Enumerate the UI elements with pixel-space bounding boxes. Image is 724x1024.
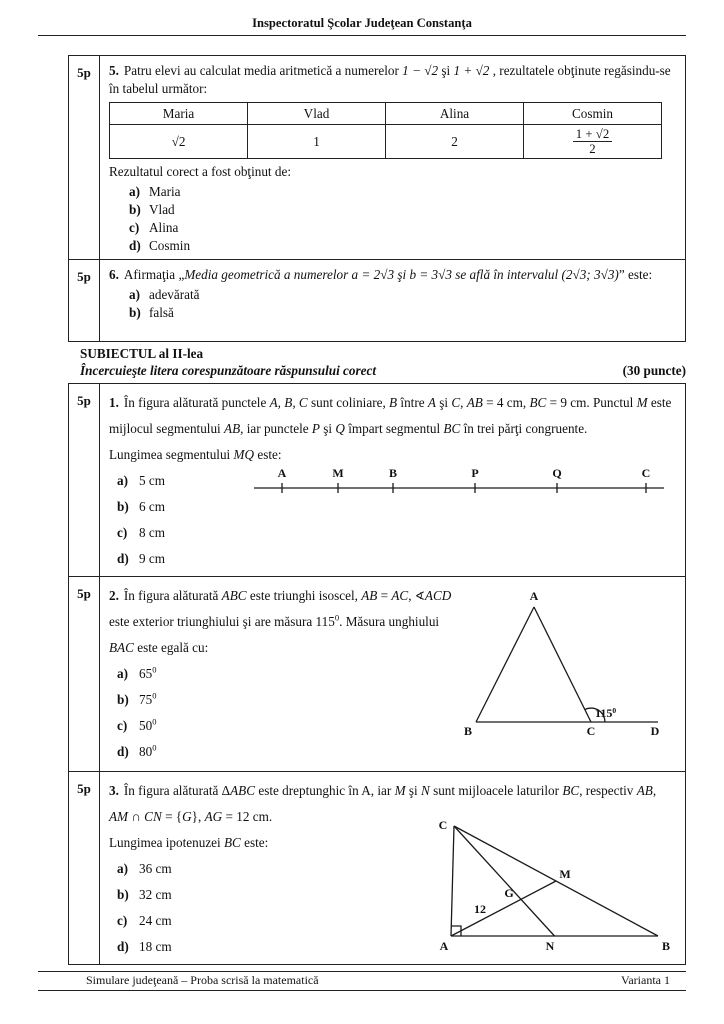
results-header-cell: Alina — [386, 103, 524, 125]
text-segment: ABC — [221, 588, 247, 603]
text-segment: , — [652, 783, 657, 798]
text-segment: este dreptunghic în A, iar — [255, 783, 395, 798]
points-cell: 5p — [69, 577, 100, 771]
option-text: 50 — [139, 718, 153, 733]
results-table — [109, 102, 662, 159]
page-header-title: Inspectoratul Şcolar Judeţean Constanţa — [38, 16, 686, 36]
text-segment: AB — [466, 395, 483, 410]
point-label-p: P — [471, 466, 479, 480]
option-letter: c) — [117, 718, 128, 733]
results-value-cell: √2 — [110, 125, 248, 159]
vertex-label-c: C — [438, 818, 448, 832]
text-segment: Lungimea segmentului — [109, 447, 234, 462]
text-segment: între — [397, 395, 428, 410]
option-text: falsă — [149, 305, 174, 320]
text-segment: Media geometrică a numerelor a = 2√3 şi b = 3√3 se află în intervalul (2√3; 3√3) — [184, 267, 619, 282]
option-letter: b) — [117, 692, 129, 707]
point-label-a: A — [277, 466, 287, 480]
question-intro — [109, 588, 451, 655]
vertex-label-c: C — [586, 724, 596, 738]
text-segment: şi — [438, 63, 454, 78]
question-text — [109, 266, 675, 284]
option-text: Cosmin — [149, 238, 191, 253]
page-footer — [38, 971, 686, 991]
centroid-label-g: G — [504, 886, 514, 900]
q5-options — [129, 183, 675, 255]
option-degree-sup: 0 — [152, 690, 157, 701]
text-segment: este: — [254, 447, 282, 462]
option-text: 18 cm — [139, 939, 172, 954]
text-segment: este egală cu: — [133, 640, 209, 655]
option-text: 80 — [139, 744, 153, 759]
text-segment: N — [420, 783, 430, 798]
text-segment: BC — [224, 835, 241, 850]
option-letter: c) — [117, 525, 128, 540]
footer-left-text: Simulare judeţeană – Proba scrisă la matematică — [86, 973, 319, 987]
exam-table-part1 — [68, 55, 686, 342]
text-segment: = — [377, 588, 392, 603]
text-segment: }, — [191, 809, 205, 824]
question-ask — [109, 835, 268, 850]
text-segment: 0 — [334, 612, 340, 623]
question-3-content — [100, 772, 685, 964]
answer-option — [117, 546, 675, 572]
question-intro — [109, 63, 671, 96]
text-segment: A, B, C — [269, 395, 308, 410]
vertex-label-d: D — [650, 724, 660, 738]
question-intro — [109, 395, 671, 436]
option-text: 8 cm — [139, 525, 166, 540]
text-segment: BC — [529, 395, 547, 410]
option-text: 75 — [139, 692, 153, 707]
text-segment: = 12 cm. — [222, 809, 273, 824]
question-number: 5. — [109, 63, 119, 78]
text-segment: AG — [204, 809, 223, 824]
point-label-m: M — [332, 466, 344, 480]
text-segment: , — [408, 588, 415, 603]
text-segment: este: — [240, 835, 269, 850]
option-letter: b) — [117, 887, 129, 902]
text-segment: În figura alăturată Δ — [123, 783, 231, 798]
question-5-row — [69, 56, 685, 259]
option-text: 5 cm — [139, 473, 166, 488]
option-text: 36 cm — [139, 861, 172, 876]
vertex-label-a: A — [529, 589, 539, 603]
text-segment: , respectiv — [579, 783, 637, 798]
section-points: (30 puncte) — [622, 363, 686, 378]
option-letter: d) — [129, 238, 141, 253]
text-segment: B — [389, 395, 398, 410]
text-segment: Q — [335, 421, 345, 436]
text-segment: este mijlocul segmentului — [109, 395, 672, 436]
vertex-label-b: B — [661, 939, 671, 953]
text-segment: MQ — [233, 447, 255, 462]
text-segment: = 9 cm. Punctul — [546, 395, 637, 410]
option-letter: b) — [129, 202, 141, 217]
text-segment: ∢ — [414, 589, 425, 603]
text-segment: şi — [435, 395, 452, 410]
length-label-12: 12 — [474, 902, 486, 916]
option-text: Vlad — [149, 202, 175, 217]
option-letter: d) — [117, 744, 129, 759]
text-segment: în trei părţi congruente. — [460, 421, 588, 436]
option-text: 65 — [139, 666, 153, 681]
question-text — [109, 390, 675, 442]
option-text: Alina — [149, 220, 179, 235]
option-degree-sup: 0 — [152, 664, 157, 675]
point-label-c: C — [641, 466, 651, 480]
text-segment: BC — [562, 783, 580, 798]
text-segment: BAC — [109, 640, 134, 655]
text-segment: ACD — [424, 588, 452, 603]
answer-option — [129, 237, 675, 255]
text-segment: , iar punctele — [240, 421, 312, 436]
text-segment: , rezultatele obţinute regăsindu-se în tabelul următor: — [109, 63, 671, 96]
question-number: 6. — [109, 267, 119, 282]
text-segment: = { — [161, 809, 183, 824]
point-label-q: Q — [552, 466, 562, 480]
question-6-content — [100, 260, 685, 341]
section-heading — [80, 345, 686, 379]
text-segment: , — [460, 395, 467, 410]
text-segment: ABC — [230, 783, 256, 798]
answer-option — [117, 520, 675, 546]
text-segment: CN — [144, 809, 162, 824]
fraction-denominator: 2 — [589, 142, 596, 156]
option-text: 9 cm — [139, 551, 166, 566]
text-segment: În figura alăturată — [123, 588, 222, 603]
results-value-row — [110, 125, 662, 159]
question-intro — [124, 267, 652, 282]
results-header-row — [110, 103, 662, 125]
points-cell: 5p — [69, 772, 100, 964]
question-1-content — [100, 384, 685, 576]
fraction — [573, 127, 612, 156]
answer-option — [129, 183, 675, 201]
text-segment: C — [451, 395, 461, 410]
text-segment: A — [427, 395, 436, 410]
right-triangle-figure — [436, 818, 686, 958]
answer-option — [129, 304, 675, 322]
text-segment: = 4 cm, — [482, 395, 530, 410]
text-segment: AB — [224, 421, 241, 436]
option-letter: a) — [117, 666, 128, 681]
text-segment: M — [394, 783, 406, 798]
text-segment: P — [311, 421, 320, 436]
results-header-cell: Maria — [110, 103, 248, 125]
question-prompt: Rezultatul corect a fost obţinut de: — [109, 164, 292, 179]
text-segment: ” este: — [618, 267, 653, 282]
text-segment: şi — [405, 783, 421, 798]
text-segment: Lungimea ipotenuzei — [109, 835, 224, 850]
option-letter: a) — [117, 861, 128, 876]
text-segment: . Măsura unghiului — [339, 614, 440, 629]
text-segment: împart segmentul — [344, 421, 444, 436]
text-segment: M — [636, 395, 648, 410]
results-header-cell: Cosmin — [524, 103, 662, 125]
points-cell: 5p — [69, 56, 100, 259]
isosceles-triangle-figure — [446, 589, 678, 751]
text-segment: Patru elevi au calculat media aritmetică a numerelor — [123, 63, 403, 78]
vertex-label-b: B — [463, 724, 473, 738]
text-segment: sunt coliniare, — [307, 395, 390, 410]
option-text: adevărată — [149, 287, 200, 302]
option-letter: c) — [129, 220, 140, 235]
points-cell: 5p — [69, 260, 100, 341]
question-2-row — [69, 576, 685, 771]
section-title: SUBIECTUL al II-lea — [80, 346, 204, 361]
option-text: 24 cm — [139, 913, 172, 928]
text-segment: Afirmaţia „ — [123, 267, 185, 282]
midpoint-label-n: N — [545, 939, 555, 953]
option-text: Maria — [149, 184, 181, 199]
text-segment: AC — [391, 588, 409, 603]
text-segment: În figura alăturată punctele — [123, 395, 270, 410]
question-number: 3. — [109, 783, 119, 798]
option-letter: b) — [129, 305, 141, 320]
results-value-cell-fraction — [524, 125, 662, 159]
point-label-b: B — [388, 466, 398, 480]
text-segment: sunt mijloacele laturilor — [429, 783, 563, 798]
option-text: 32 cm — [139, 887, 172, 902]
answer-option — [129, 201, 675, 219]
results-value-cell: 1 — [248, 125, 386, 159]
option-degree-sup: 0 — [152, 742, 157, 753]
text-segment: AM — [109, 809, 129, 824]
option-letter: a) — [117, 473, 128, 488]
fraction-numerator: 1 + √2 — [573, 127, 612, 142]
question-ask — [109, 447, 282, 462]
q6-options — [129, 286, 675, 322]
option-letter: b) — [117, 499, 129, 514]
text-segment: AB — [361, 588, 378, 603]
option-degree-sup: 0 — [152, 716, 157, 727]
text-segment: AB — [636, 783, 653, 798]
midpoint-label-m: M — [559, 867, 571, 881]
results-header-cell: Vlad — [248, 103, 386, 125]
question-text — [109, 62, 675, 98]
exam-table-part2 — [68, 383, 686, 965]
option-letter: a) — [129, 184, 140, 199]
option-text: 6 cm — [139, 499, 166, 514]
question-text — [109, 583, 453, 661]
text-segment: şi — [319, 421, 336, 436]
question-1-row — [69, 384, 685, 576]
text-segment: 1 − √2 — [402, 63, 439, 78]
text-segment: BC — [443, 421, 461, 436]
option-letter: c) — [117, 913, 128, 928]
section-instruction: Încercuieşte litera corespunzătoare răspunsului corect — [80, 363, 377, 378]
text-segment: G — [182, 809, 192, 824]
question-3-row — [69, 771, 685, 964]
question-2-content — [100, 577, 685, 771]
text-segment: este triunghi isoscel, — [246, 588, 362, 603]
question-number: 2. — [109, 588, 119, 603]
option-letter: d) — [117, 939, 129, 954]
results-value-cell: 2 — [386, 125, 524, 159]
answer-option — [129, 219, 675, 237]
text-segment: 1 + √2 — [453, 63, 490, 78]
footer-right-text: Varianta 1 — [621, 973, 670, 987]
option-letter: a) — [129, 287, 140, 302]
vertex-label-a: A — [439, 939, 449, 953]
text-segment: este exterior triunghiului şi are măsura 115 — [109, 614, 335, 629]
answer-option — [129, 286, 675, 304]
question-number: 1. — [109, 395, 119, 410]
option-letter: d) — [117, 551, 129, 566]
points-cell: 5p — [69, 384, 100, 576]
question-5-content — [100, 56, 685, 259]
number-line-figure — [250, 464, 670, 500]
angle-label: $115^0$ — [595, 706, 617, 720]
question-6-row — [69, 259, 685, 341]
text-segment: ∩ — [128, 809, 145, 824]
